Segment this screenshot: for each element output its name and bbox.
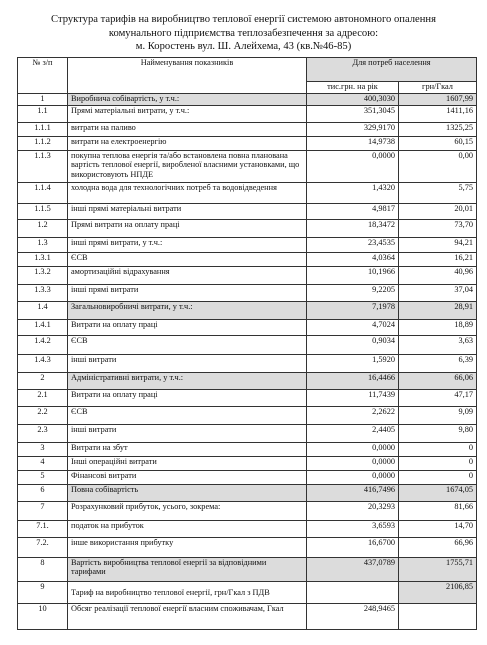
row-name: Тариф на виробництво теплової енергії, грн/Гкал з ПДВ xyxy=(68,582,307,604)
row-value-thousand-uah: 0,0000 xyxy=(307,457,399,471)
table-row xyxy=(18,582,477,604)
row-value-uah-gcal: 20,01 xyxy=(399,204,477,220)
row-value-uah-gcal: 1674,05 xyxy=(399,485,477,502)
row-name: Прямі витрати на оплату праці xyxy=(68,220,307,238)
row-name: холодна вода для технологічних потреб та водовідведення xyxy=(68,183,307,204)
row-num: 2 xyxy=(18,373,68,390)
row-name: Загальновиробничі витрати, у т.ч.: xyxy=(68,302,307,320)
table-row xyxy=(18,106,477,123)
row-value-uah-gcal: 1607,99 xyxy=(399,94,477,106)
row-value-thousand-uah: 10,1966 xyxy=(307,267,399,285)
row-name: інше використання прибутку xyxy=(68,538,307,558)
row-num: 2.1 xyxy=(18,390,68,407)
row-value-thousand-uah: 16,6700 xyxy=(307,538,399,558)
row-value-thousand-uah: 16,4466 xyxy=(307,373,399,390)
row-value-thousand-uah: 4,7024 xyxy=(307,320,399,336)
table-row xyxy=(18,471,477,485)
table-row xyxy=(18,204,477,220)
row-name: покупна теплова енергія та/або встановлена повна планована вартість теплової енергії, виробленої власними установками, що використовують НПДЕ xyxy=(68,151,307,183)
header-group: Для потреб населення xyxy=(307,58,477,82)
row-name: Обсяг реалізації теплової енергії власним споживачам, Гкал xyxy=(68,604,307,630)
row-value-uah-gcal: 14,70 xyxy=(399,521,477,538)
row-name: Інші операційні витрати xyxy=(68,457,307,471)
row-value-uah-gcal: 3,63 xyxy=(399,336,477,355)
table-row xyxy=(18,443,477,457)
row-value-thousand-uah: 0,0000 xyxy=(307,471,399,485)
row-value-uah-gcal: 1325,25 xyxy=(399,123,477,137)
row-num: 1.3.2 xyxy=(18,267,68,285)
row-value-uah-gcal: 16,21 xyxy=(399,253,477,267)
row-value-thousand-uah xyxy=(307,582,399,604)
row-value-uah-gcal: 2106,85 xyxy=(399,582,477,604)
table-row xyxy=(18,253,477,267)
row-value-thousand-uah: 1,5920 xyxy=(307,355,399,373)
row-num: 1.3.3 xyxy=(18,285,68,302)
row-value-uah-gcal: 0 xyxy=(399,457,477,471)
row-value-uah-gcal: 40,96 xyxy=(399,267,477,285)
table-row xyxy=(18,137,477,151)
row-num: 5 xyxy=(18,471,68,485)
table-row xyxy=(18,183,477,204)
row-value-thousand-uah: 20,3293 xyxy=(307,502,399,521)
row-value-uah-gcal: 66,96 xyxy=(399,538,477,558)
row-num: 1.3 xyxy=(18,238,68,253)
row-value-uah-gcal: 0,00 xyxy=(399,151,477,183)
table-row xyxy=(18,220,477,238)
table-row xyxy=(18,285,477,302)
row-name: інші прямі матеріальні витрати xyxy=(68,204,307,220)
row-value-uah-gcal: 66,06 xyxy=(399,373,477,390)
row-value-thousand-uah: 14,9738 xyxy=(307,137,399,151)
table-row xyxy=(18,238,477,253)
row-value-uah-gcal: 9,80 xyxy=(399,425,477,443)
table-header-row xyxy=(18,58,477,82)
row-value-uah-gcal: 60,15 xyxy=(399,137,477,151)
table-row xyxy=(18,425,477,443)
row-value-thousand-uah: 0,0000 xyxy=(307,443,399,457)
row-num: 1.1.4 xyxy=(18,183,68,204)
row-name: Витрати на збут xyxy=(68,443,307,457)
row-value-thousand-uah: 7,1978 xyxy=(307,302,399,320)
row-num: 8 xyxy=(18,558,68,582)
row-name: Розрахунковий прибуток, усього, зокрема: xyxy=(68,502,307,521)
row-value-thousand-uah: 2,2622 xyxy=(307,407,399,425)
tariff-structure-table xyxy=(17,57,477,630)
row-num: 10 xyxy=(18,604,68,630)
row-value-thousand-uah: 4,0364 xyxy=(307,253,399,267)
row-value-thousand-uah: 248,9465 xyxy=(307,604,399,630)
header-name: Найменування показників xyxy=(68,58,307,94)
row-name: Прямі матеріальні витрати, у т.ч.: xyxy=(68,106,307,123)
row-num: 1.1.3 xyxy=(18,151,68,183)
row-name: інші прямі витрати, у т.ч.: xyxy=(68,238,307,253)
table-row xyxy=(18,604,477,630)
row-value-uah-gcal: 1411,16 xyxy=(399,106,477,123)
table-row xyxy=(18,485,477,502)
row-value-thousand-uah: 18,3472 xyxy=(307,220,399,238)
row-num: 1.1.5 xyxy=(18,204,68,220)
row-num: 7.1. xyxy=(18,521,68,538)
row-name: Витрати на оплату праці xyxy=(68,390,307,407)
row-value-thousand-uah: 11,7439 xyxy=(307,390,399,407)
table-row xyxy=(18,320,477,336)
row-name: податок на прибуток xyxy=(68,521,307,538)
row-num: 1.1 xyxy=(18,106,68,123)
row-value-uah-gcal: 81,66 xyxy=(399,502,477,521)
row-name: витрати на електроенергію xyxy=(68,137,307,151)
row-value-uah-gcal: 73,70 xyxy=(399,220,477,238)
row-value-uah-gcal: 6,39 xyxy=(399,355,477,373)
table-row xyxy=(18,355,477,373)
row-name: витрати на паливо xyxy=(68,123,307,137)
row-num: 7.2. xyxy=(18,538,68,558)
header-num: № з/п xyxy=(18,58,68,94)
row-num: 1.2 xyxy=(18,220,68,238)
row-num: 1.4.1 xyxy=(18,320,68,336)
table-row xyxy=(18,390,477,407)
row-name: Фінансові витрати xyxy=(68,471,307,485)
row-num: 2.3 xyxy=(18,425,68,443)
row-name: Витрати на оплату праці xyxy=(68,320,307,336)
row-value-uah-gcal: 0 xyxy=(399,443,477,457)
row-name: інші прямі витрати xyxy=(68,285,307,302)
document-title xyxy=(0,13,487,54)
table-row xyxy=(18,151,477,183)
row-value-thousand-uah: 0,0000 xyxy=(307,151,399,183)
row-value-uah-gcal: 18,89 xyxy=(399,320,477,336)
row-value-thousand-uah: 0,9034 xyxy=(307,336,399,355)
row-value-uah-gcal: 94,21 xyxy=(399,238,477,253)
row-name: ЄСВ xyxy=(68,336,307,355)
row-num: 2.2 xyxy=(18,407,68,425)
table-row xyxy=(18,336,477,355)
table-row xyxy=(18,502,477,521)
row-name: Вартість виробництва теплової енергії за відповідними тарифами xyxy=(68,558,307,582)
table-row xyxy=(18,538,477,558)
row-value-uah-gcal: 0 xyxy=(399,471,477,485)
title-line-1: Структура тарифів на виробництво теплової енергії системою автономного опалення xyxy=(51,14,436,25)
row-num: 3 xyxy=(18,443,68,457)
row-num: 1.4 xyxy=(18,302,68,320)
row-value-uah-gcal xyxy=(399,604,477,630)
table-row xyxy=(18,94,477,106)
row-name: Адміністративні витрати, у т.ч.: xyxy=(68,373,307,390)
row-value-thousand-uah: 3,6593 xyxy=(307,521,399,538)
row-num: 1.1.1 xyxy=(18,123,68,137)
row-num: 6 xyxy=(18,485,68,502)
row-value-thousand-uah: 329,9170 xyxy=(307,123,399,137)
table-row xyxy=(18,521,477,538)
row-name: амортизаційні відрахування xyxy=(68,267,307,285)
table-row xyxy=(18,373,477,390)
row-value-thousand-uah: 1,4320 xyxy=(307,183,399,204)
row-num: 7 xyxy=(18,502,68,521)
row-value-thousand-uah: 4,9817 xyxy=(307,204,399,220)
header-col1: тис.грн. на рік xyxy=(307,82,399,94)
row-name: ЄСВ xyxy=(68,253,307,267)
row-value-uah-gcal: 47,17 xyxy=(399,390,477,407)
title-line-2: комунального підприємства теплозабезпечення за адресою: xyxy=(108,27,379,39)
row-value-thousand-uah: 23,4535 xyxy=(307,238,399,253)
row-value-uah-gcal: 28,91 xyxy=(399,302,477,320)
table-row xyxy=(18,302,477,320)
row-value-thousand-uah: 437,0789 xyxy=(307,558,399,582)
table-row xyxy=(18,267,477,285)
row-name: Повна собівартість xyxy=(68,485,307,502)
row-num: 4 xyxy=(18,457,68,471)
row-name: ЄСВ xyxy=(68,407,307,425)
row-name: інші витрати xyxy=(68,425,307,443)
row-value-thousand-uah: 416,7496 xyxy=(307,485,399,502)
row-value-uah-gcal: 37,04 xyxy=(399,285,477,302)
row-value-thousand-uah: 351,3045 xyxy=(307,106,399,123)
row-name: Виробнича собівартість, у т.ч.: xyxy=(68,94,307,106)
row-name: інші витрати xyxy=(68,355,307,373)
row-value-uah-gcal: 1755,71 xyxy=(399,558,477,582)
header-col2: грн/Гкал xyxy=(399,82,477,94)
row-num: 1.4.3 xyxy=(18,355,68,373)
row-value-thousand-uah: 9,2205 xyxy=(307,285,399,302)
row-num: 1.3.1 xyxy=(18,253,68,267)
row-value-uah-gcal: 9,09 xyxy=(399,407,477,425)
row-value-uah-gcal: 5,75 xyxy=(399,183,477,204)
table-row xyxy=(18,457,477,471)
table-row xyxy=(18,123,477,137)
row-num: 1 xyxy=(18,94,68,106)
table-row xyxy=(18,407,477,425)
table-row xyxy=(18,558,477,582)
row-num: 1.1.2 xyxy=(18,137,68,151)
row-num: 1.4.2 xyxy=(18,336,68,355)
row-num: 9 xyxy=(18,582,68,604)
title-line-3: м. Коростень вул. Ш. Алейхема, 43 (кв.№46-85) xyxy=(135,41,352,53)
row-value-thousand-uah: 400,3030 xyxy=(307,94,399,106)
row-value-thousand-uah: 2,4405 xyxy=(307,425,399,443)
